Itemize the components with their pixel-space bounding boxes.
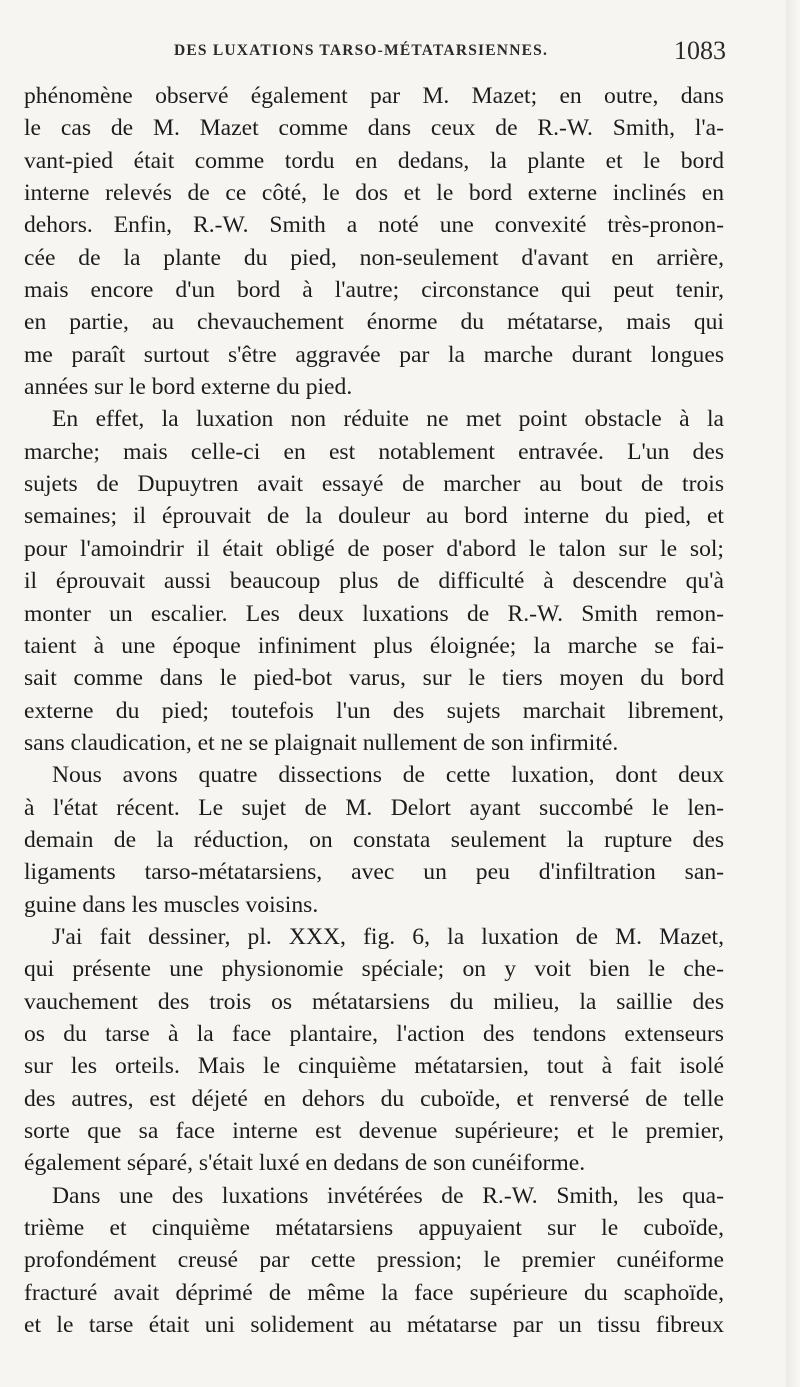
page-header (24, 36, 724, 68)
page-edge-shadow (786, 0, 800, 1387)
text-line: trième et cinquième métatarsiens appuyaient sur le cuboïde, (24, 1215, 724, 1242)
text-line: taient à une époque infiniment plus éloignée; la marche se fai- (24, 632, 724, 659)
text-line: années sur le bord externe du pied. (24, 374, 353, 401)
text-line: J'ai fait dessiner, pl. XXX, fig. 6, la luxation de M. Mazet, (52, 923, 724, 950)
text-line: vant-pied était comme tordu en dedans, la plante et le bord (24, 147, 724, 174)
text-line: le cas de M. Mazet comme dans ceux de R.-W. Smith, l'a- (24, 115, 724, 142)
text-line: phénomène observé également par M. Mazet; en outre, dans (24, 83, 724, 109)
text-line: également séparé, s'était luxé en dedans de son cunéiforme. (24, 1150, 586, 1177)
text-line: sait comme dans le pied-bot varus, sur le tiers moyen du bord (24, 665, 724, 692)
text-line: qui présente une physionomie spéciale; on y voit bien le che- (24, 956, 724, 983)
text-line: Nous avons quatre dissections de cette luxation, dont deux (52, 762, 724, 789)
text-line: monter un escalier. Les deux luxations de R.-W. Smith remon- (24, 600, 724, 627)
text-line: ligaments tarso-métatarsiens, avec un peu d'infiltration san- (24, 859, 724, 886)
text-line: Dans une des luxations invétérées de R.-W. Smith, les qua- (52, 1182, 724, 1209)
page-number: 1083 (674, 36, 726, 65)
text-line: sujets de Dupuytren avait essayé de marcher au bout de trois (24, 471, 724, 498)
text-line: demain de la réduction, on constata seulement la rupture des (24, 826, 724, 853)
text-line: guine dans les muscles voisins. (24, 891, 319, 918)
text-line: semaines; il éprouvait de la douleur au bord interne du pied, et (24, 503, 724, 530)
text-line: sans claudication, et ne se plaignait nullement de son infirmité. (24, 729, 619, 756)
text-line: vauchement des trois os métatarsiens du milieu, la saillie des (24, 988, 724, 1015)
body-text (24, 80, 724, 1341)
text-line: sur les orteils. Mais le cinquième métatarsien, tout à fait isolé (24, 1053, 724, 1080)
text-line: marche; mais celle-ci en est notablement entravée. L'un des (24, 438, 724, 465)
text-line: os du tarse à la face plantaire, l'action des tendons extenseurs (24, 1020, 724, 1047)
text-line: fracturé avait déprimé de même la face supérieure du scaphoïde, (24, 1279, 724, 1306)
text-line: sorte que sa face interne est devenue supérieure; et le premier, (24, 1118, 724, 1144)
running-head: DES LUXATIONS TARSO-MÉTATARSIENNES. (174, 42, 549, 59)
text-line: à l'état récent. Le sujet de M. Delort ayant succombé le len- (24, 794, 724, 821)
text-line: il éprouvait aussi beaucoup plus de difficulté à descendre qu'à (24, 568, 724, 595)
text-line: pour l'amoindrir il était obligé de poser d'abord le talon sur le sol; (24, 535, 724, 562)
text-line: profondément creusé par cette pression; le premier cunéiforme (24, 1247, 724, 1274)
text-line: et le tarse était uni solidement au métatarse par un tissu fibreux (24, 1312, 724, 1339)
text-line: me paraît surtout s'être aggravée par la marche durant longues (24, 341, 724, 368)
text-line: des autres, est déjeté en dehors du cuboïde, et renversé de telle (24, 1085, 724, 1112)
text-line: mais encore d'un bord à l'autre; circonstance qui peut tenir, (24, 277, 724, 304)
text-line: dehors. Enfin, R.-W. Smith a noté une convexité très-pronon- (24, 212, 724, 239)
text-line: En effet, la luxation non réduite ne met point obstacle à la (52, 406, 724, 433)
text-line: interne relevés de ce côté, le dos et le bord externe inclinés en (24, 180, 724, 207)
text-line: cée de la plante du pied, non-seulement d'avant en arrière, (24, 244, 724, 271)
text-line: en partie, au chevauchement énorme du métatarse, mais qui (24, 309, 724, 336)
text-line: externe du pied; toutefois l'un des sujets marchait librement, (24, 697, 724, 724)
